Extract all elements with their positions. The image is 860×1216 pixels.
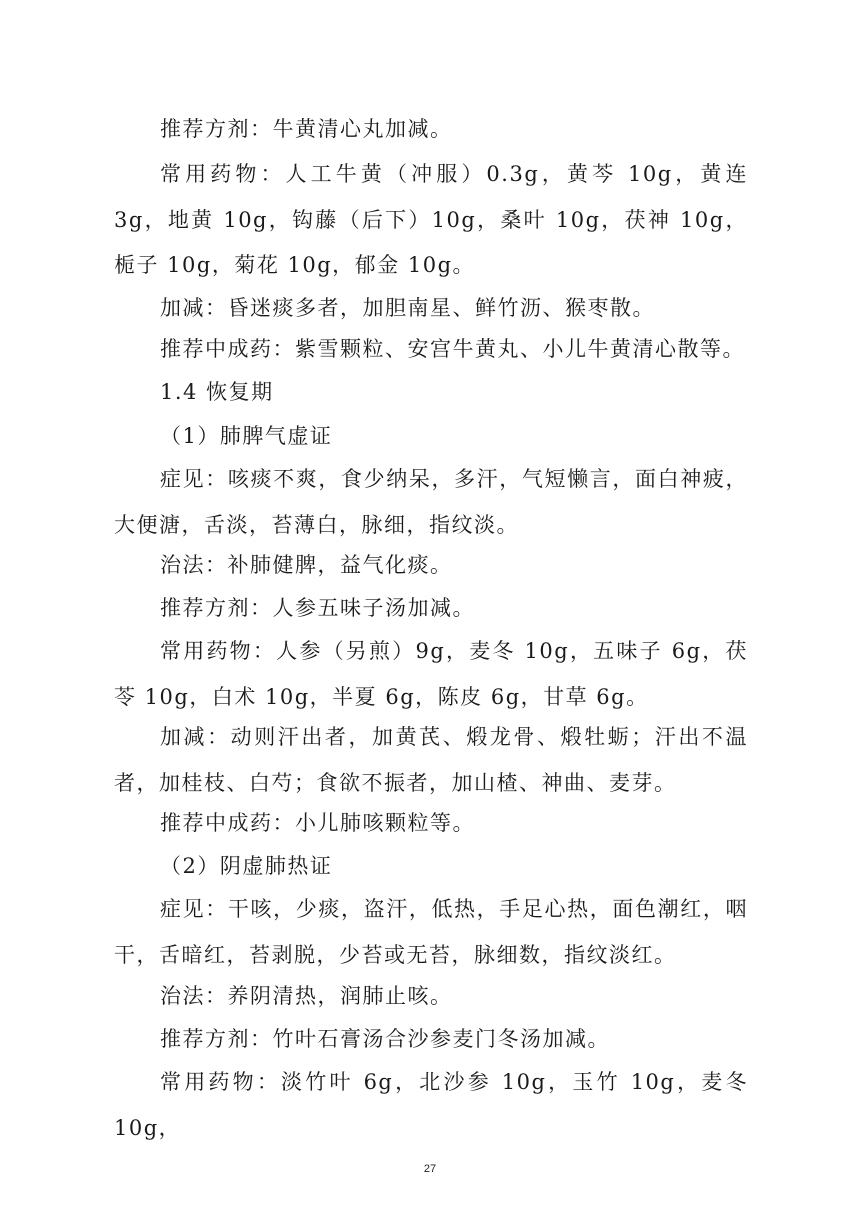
text-paragraph: 推荐方剂：竹叶石膏汤合沙参麦门冬汤加减。 [160,1027,610,1051]
text-paragraph: 加减：动则汗出者，加黄芪、煅龙骨、煅牡蛎；汗出不温者，加桂枝、白芍；食欲不振者，加山楂、神曲、麦芽。 [114,725,748,795]
subsection-heading: （2）阴虚肺热证 [160,854,333,878]
page-number: 27 [423,1163,437,1175]
text-paragraph: 常用药物：人工牛黄（冲服）0.3g，黄芩 10g，黄连 3g，地黄 10g，钩藤（后下）10g，桑叶 10g，茯神 10g，栀子 10g，菊花 10g，郁金 10g。 [114,162,748,277]
text-paragraph: 常用药物：人参（另煎）9g，麦冬 10g，五味子 6g，茯苓 10g，白术 10g，半夏 6g，陈皮 6g，甘草 6g。 [114,639,748,709]
subsection-heading: （1）肺脾气虚证 [160,424,333,448]
section-heading: 1.4 恢复期 [160,380,274,404]
text-paragraph: 治法：养阴清热，润肺止咳。 [160,984,453,1008]
text-paragraph: 推荐中成药：小儿肺咳颗粒等。 [160,811,475,835]
text-paragraph: 推荐方剂：人参五味子汤加减。 [160,596,475,620]
text-paragraph: 症见：咳痰不爽，食少纳呆，多汗，气短懒言，面白神疲，大便溏，舌淡，苔薄白，脉细，指纹淡。 [114,467,748,537]
text-paragraph: 常用药物：淡竹叶 6g，北沙参 10g，玉竹 10g，麦冬 10g， [114,1070,748,1140]
text-paragraph: 治法：补肺健脾，益气化痰。 [160,553,453,577]
text-paragraph: 症见：干咳，少痰，盗汗，低热，手足心热，面色潮红，咽干，舌暗红，苔剥脱，少苔或无苔，脉细数，指纹淡红。 [114,897,748,967]
text-paragraph: 推荐中成药：紫雪颗粒、安宫牛黄丸、小儿牛黄清心散等。 [160,337,745,361]
text-paragraph: 加减：昏迷痰多者，加胆南星、鲜竹沥、猴枣散。 [160,296,655,320]
text-paragraph: 推荐方剂：牛黄清心丸加减。 [160,117,453,141]
